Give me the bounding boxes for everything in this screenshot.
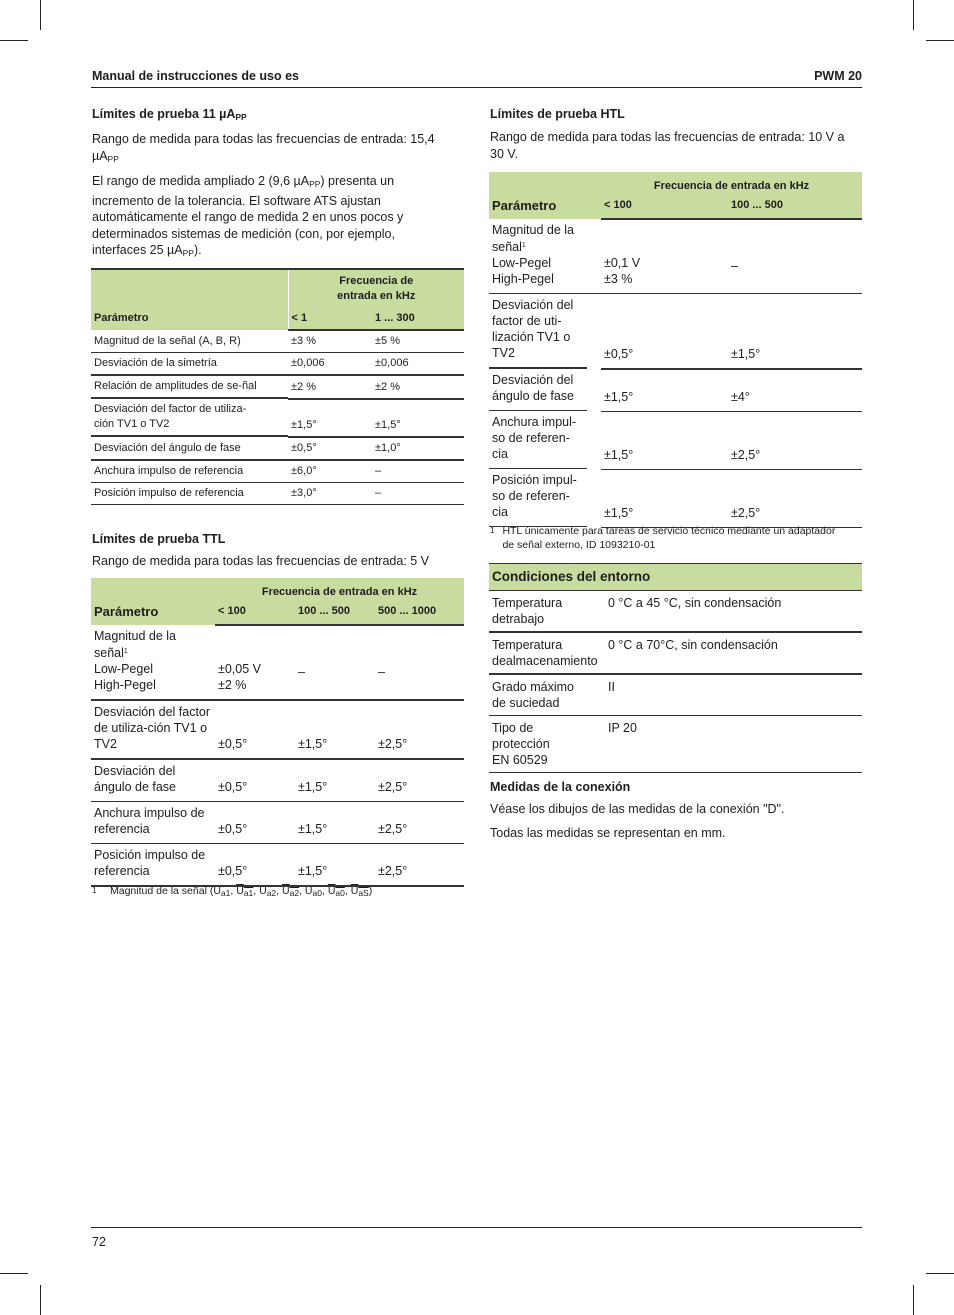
table-row: Magnitud de la señal$^1$ Low-Pegel High-Pegel ±0,05 V ±2 % – – [91, 625, 464, 700]
table-subheader-row: < 100 100 ... 500 500 ... 1000 [91, 600, 464, 625]
table-row: Tipo de protección EN 60529 IP 20 [489, 716, 862, 773]
env-title: Condiciones del entorno [489, 564, 862, 591]
table-header-row [489, 564, 862, 591]
section-title-connection: Medidas de la conexión [490, 780, 631, 794]
crop-mark [926, 40, 954, 41]
crop-mark [0, 1273, 28, 1274]
paragraph-range-11uapp: Rango de medida para todas las frecuencias de entrada: 15,4 µA$_{PP}$ [92, 132, 435, 164]
table-row: Desviación del factor de utiliza-ción TV1 o TV2 ±0,5° ±1,5° ±2,5° [91, 700, 464, 759]
footnote-htl: 1 HTL únicamente para tareas de servicio técnico mediante un adaptador de señal externo, ID 1093210-01 [490, 525, 836, 551]
paragraph-connection-1: Véase los dibujos de las medidas de la conexión "D". [490, 802, 785, 816]
manual-title: Manual de instrucciones de uso es [92, 69, 300, 83]
paragraph-range-htl: Rango de medida para todas las frecuencias de entrada: 10 V a 30 V. [490, 130, 845, 161]
table-row: Magnitud de la señal$^1$ Low-Pegel High-Pegel ±0,1 V ±3 % – [489, 219, 862, 294]
table-row: Desviación del factor de uti-lización TV1 o TV2 ±0,5° ±1,5° [489, 294, 862, 370]
table-header-row [91, 269, 464, 308]
crop-mark [0, 40, 28, 41]
crop-mark [40, 1285, 41, 1315]
table-row: Temperatura detrabajo 0 °C a 45 °C, sin condensación [489, 591, 862, 633]
table-row: Posición impul-so de referen-cia ±1,5° ±2,5° [489, 469, 862, 527]
crop-mark [40, 0, 41, 30]
section-title-htl: Límites de prueba HTL [490, 107, 625, 121]
paragraph-extended-range: El rango de medida ampliado 2 (9,6 µA$_{PP}$) presenta un incremento de la tolerancia. El software ATS ajustan automáticamente el rango de medida 2 en unos pocos y determinados sistemas de medición (con, por ejemplo, interfaces 25 µA$_{PP}$). [92, 174, 404, 258]
table-row: Anchura impulso de referencia ±6,0° – [91, 460, 464, 483]
table-row: Relación de amplitudes de se-ñal ±2 % ±2 % [91, 375, 464, 399]
freq-header: Frecuencia de entrada en kHz [337, 275, 416, 302]
footnote-ttl: 1 Magnitud de la señal ($U_{a1}$, $U_{a1}$, $U_{a2}$, $U_{a2}$, $U_{a0}$, $U_{a0}$, $U_{aS}$) [92, 885, 373, 898]
crop-mark [913, 0, 914, 30]
table-row: Desviación del ángulo de fase ±0,5° ±1,5° ±2,5° [91, 759, 464, 802]
table-row: Posición impulso de referencia ±0,5° ±1,5° ±2,5° [91, 844, 464, 887]
table-row: Posición impulso de referencia ±3,0° – [91, 483, 464, 505]
page [91, 0, 862, 1315]
product-name: PWM 20 [814, 69, 862, 83]
table-subheader-row: < 100 100 ... 500 [489, 194, 862, 219]
col-header-1: < 1 [288, 308, 372, 330]
param-header: Parámetro [94, 604, 159, 619]
table-row: Anchura impul-so de referen-cia ±1,5° ±2,5° [489, 411, 862, 469]
paragraph-range-ttl: Rango de medida para todas las frecuencias de entrada: 5 V [92, 554, 430, 568]
table-11uapp [91, 268, 464, 505]
table-row: Desviación de la simetría ±0,006 ±0,006 [91, 353, 464, 376]
table-row: Grado máximo de suciedad II [489, 674, 862, 716]
table-row: Desviación del ángulo de fase ±0,5° ±1,0° [91, 437, 464, 460]
freq-header: Frecuencia de entrada en kHz [261, 586, 418, 598]
col-header-2: 1 ... 300 [372, 308, 464, 330]
page-number: 72 [92, 1235, 106, 1249]
page-header [91, 68, 862, 88]
section-title-ttl: Límites de prueba TTL [92, 532, 226, 546]
table-header-row [91, 578, 464, 600]
freq-header: Frecuencia de entrada en kHz [653, 180, 810, 192]
footer-rule [91, 1227, 862, 1228]
table-row: Anchura impulso de referencia ±0,5° ±1,5° ±2,5° [91, 802, 464, 844]
crop-mark [926, 1273, 954, 1274]
table-ttl [91, 578, 464, 887]
table-header-row [489, 172, 862, 194]
paragraph-connection-2: Todas las medidas se representan en mm. [490, 826, 726, 840]
crop-mark [913, 1285, 914, 1315]
table-htl [489, 172, 862, 528]
table-environment [489, 563, 862, 773]
param-header: Parámetro [91, 269, 288, 330]
table-row: Desviación del factor de utiliza-ción TV1 o TV2 ±1,5° ±1,5° [91, 399, 464, 437]
param-header: Parámetro [492, 198, 557, 213]
table-row: Desviación del ángulo de fase ±1,5° ±4° [489, 369, 862, 411]
table-row: Magnitud de la señal (A, B, R) ±3 % ±5 % [91, 330, 464, 353]
section-title-11uapp: Límites de prueba 11 µA$_{PP}$ [92, 107, 247, 122]
table-row: Temperatura dealmacenamiento 0 °C a 70°C, sin condensación [489, 632, 862, 674]
